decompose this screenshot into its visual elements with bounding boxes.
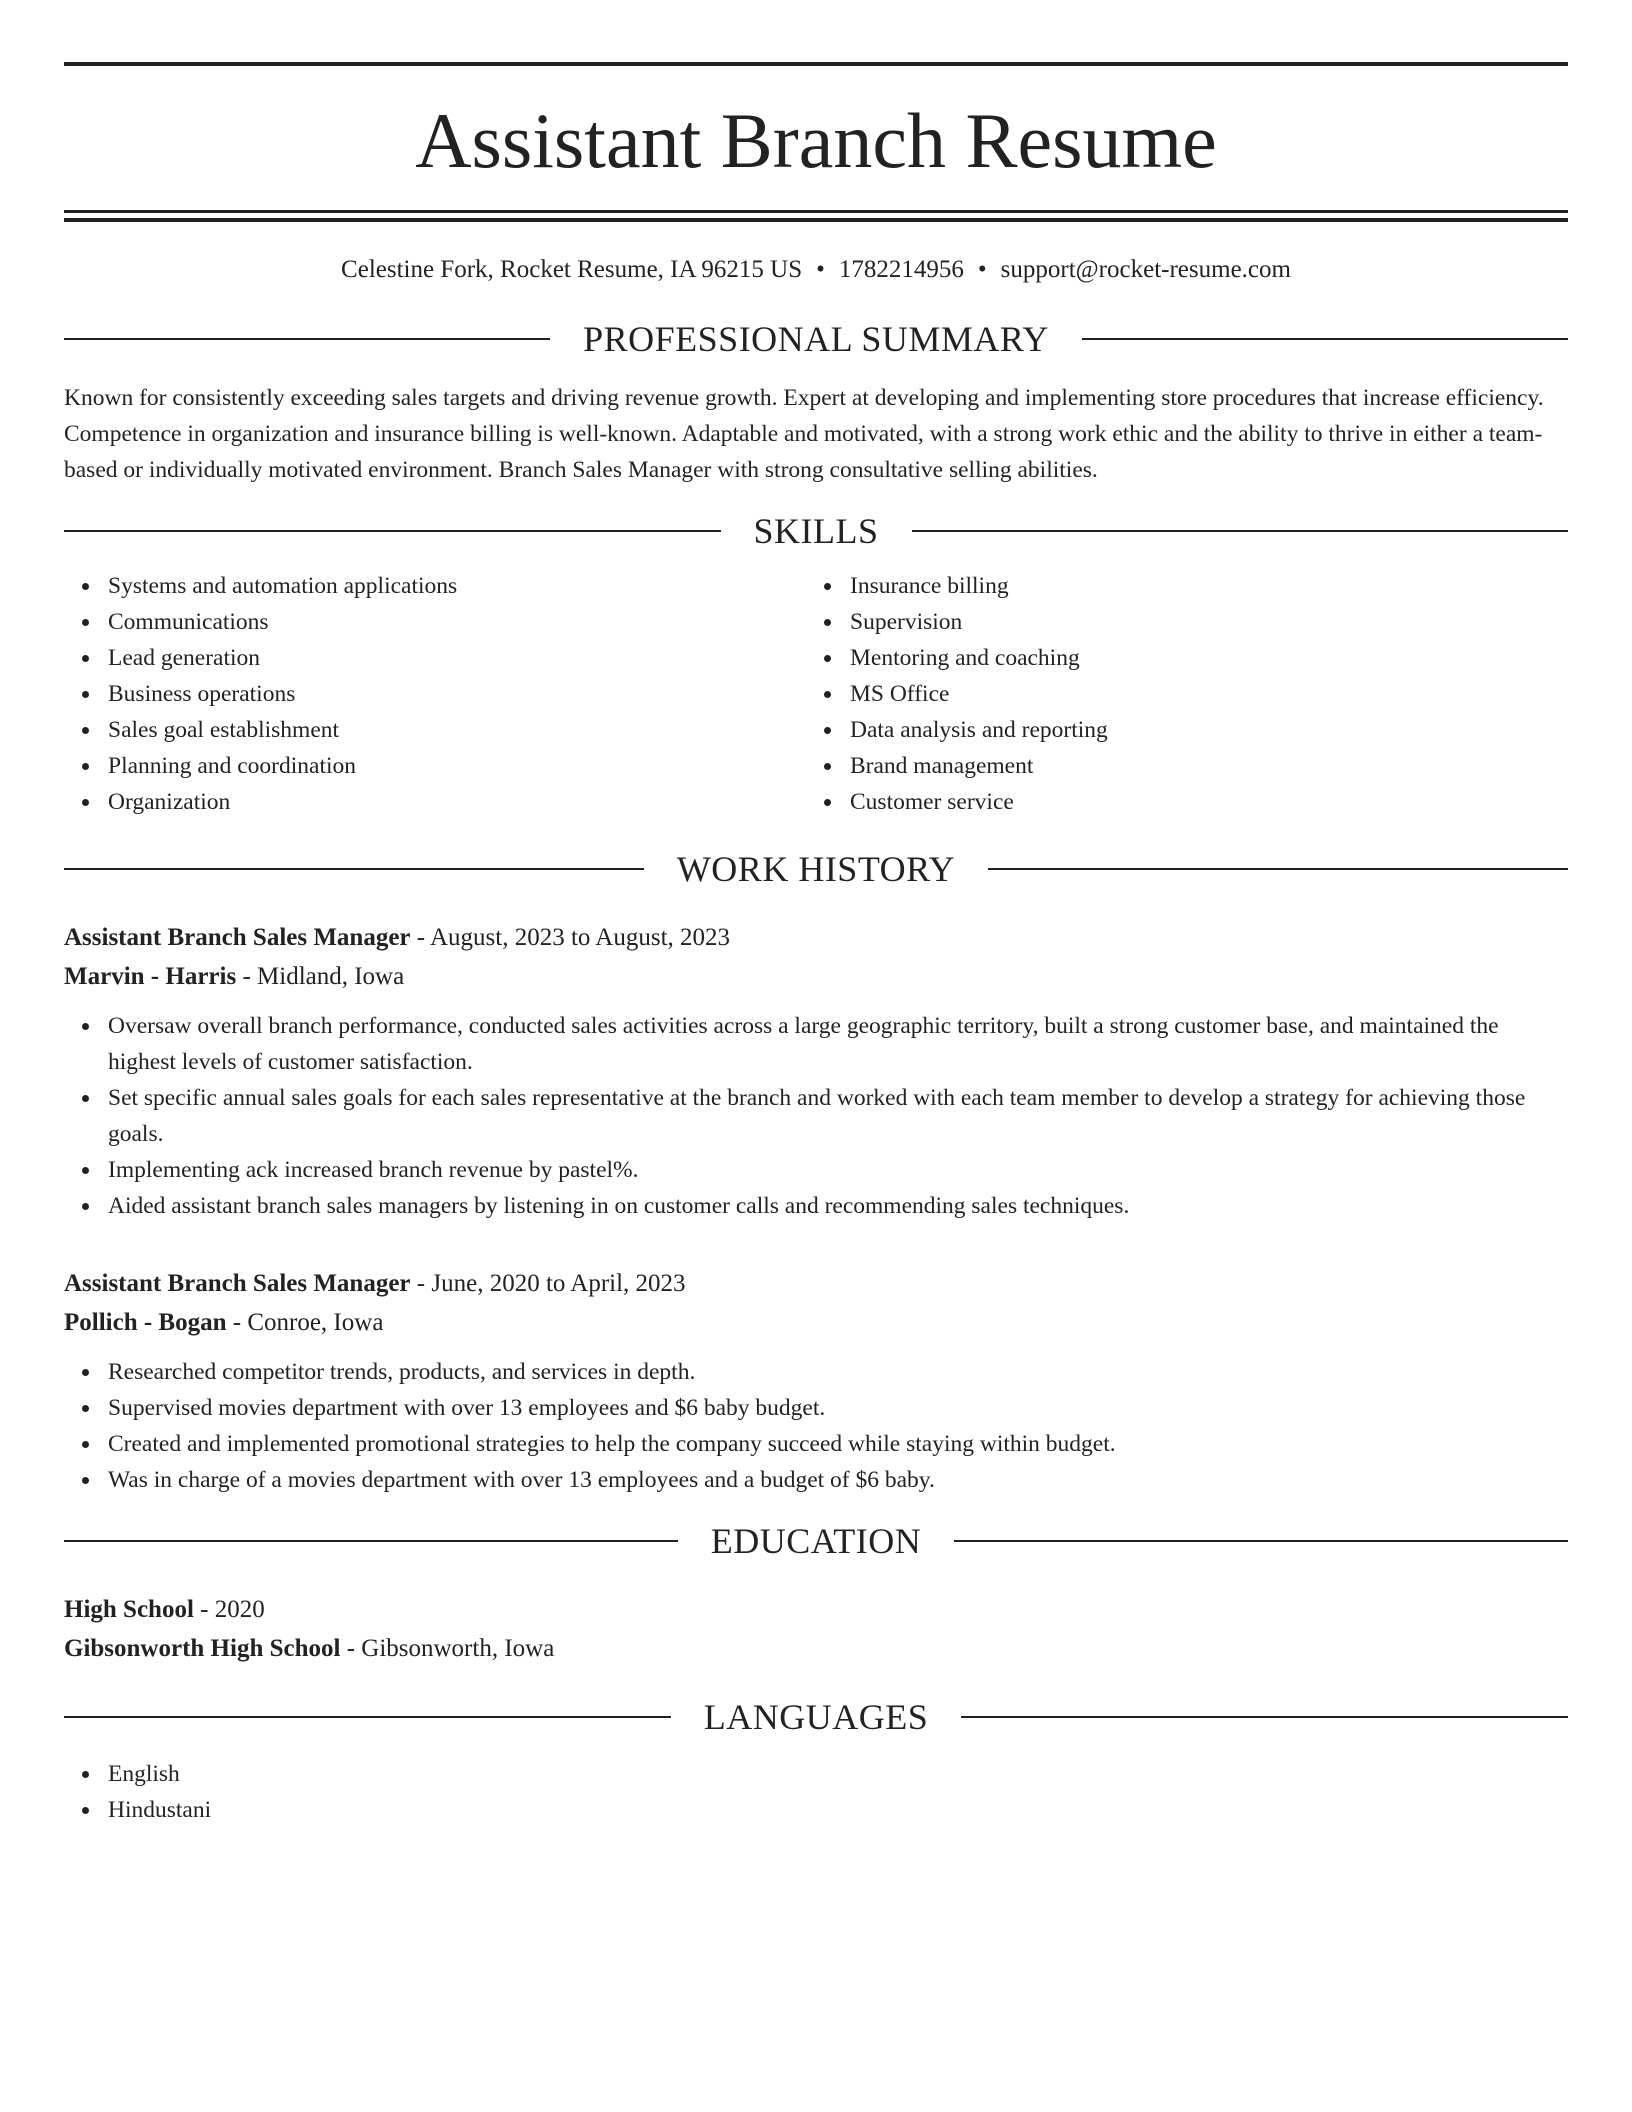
top-rule: [64, 62, 1568, 66]
contact-address: Celestine Fork, Rocket Resume, IA 96215 US: [341, 256, 803, 283]
skill-item: Mentoring and coaching: [850, 640, 1548, 676]
skill-item: Business operations: [108, 676, 806, 712]
section-header-skills: [64, 510, 1568, 552]
skill-item: Sales goal establishment: [108, 712, 806, 748]
skill-item: Customer service: [850, 784, 1548, 820]
job-company: Marvin - Harris: [64, 963, 237, 990]
section-header-languages: [64, 1696, 1568, 1738]
resume-title: Assistant Branch Resume: [415, 97, 1217, 184]
section-title: WORK HISTORY: [676, 849, 956, 889]
languages-list: [64, 1756, 1568, 1828]
skills-list: [64, 568, 1568, 820]
job-title-line: [64, 1264, 1568, 1303]
skill-item: Lead generation: [108, 640, 806, 676]
language-item: English: [108, 1756, 1568, 1792]
education-degree: High School: [64, 1596, 194, 1623]
skills-column-left: [64, 568, 806, 820]
job-location: - Conroe, Iowa: [226, 1309, 384, 1336]
job-bullet: Was in charge of a movies department with over 13 employees and a budget of $6 baby.: [108, 1462, 1568, 1498]
skill-item: Planning and coordination: [108, 748, 806, 784]
job-bullet: Aided assistant branch sales managers by listening in on customer calls and recommending sales techniques.: [108, 1188, 1568, 1224]
skill-item: Insurance billing: [850, 568, 1548, 604]
job-company: Pollich - Bogan: [64, 1309, 227, 1336]
job-bullet: Set specific annual sales goals for each sales representative at the branch and worked with each team member to develop a strategy for achieving those goals.: [108, 1080, 1568, 1152]
skill-item: Systems and automation applications: [108, 568, 806, 604]
job-company-line: [64, 957, 1568, 996]
job-bullets: [64, 1008, 1568, 1224]
title-double-rule: [64, 210, 1568, 222]
resume-page: [64, 62, 1568, 1828]
job-location: - Midland, Iowa: [236, 963, 405, 990]
job-bullet: Created and implemented promotional strategies to help the company succeed while staying within budget.: [108, 1426, 1568, 1462]
job-bullet: Implementing ack increased branch revenue by pastel%.: [108, 1152, 1568, 1188]
education-year: - 2020: [193, 1596, 265, 1623]
job-title: Assistant Branch Sales Manager: [64, 924, 411, 951]
contact-line: [64, 256, 1568, 284]
job-entry: [64, 918, 1568, 1224]
skill-item: Organization: [108, 784, 806, 820]
contact-separator: •: [816, 256, 825, 283]
section-title: SKILLS: [753, 511, 879, 551]
job-bullet: Researched competitor trends, products, and services in depth.: [108, 1354, 1568, 1390]
job-bullet: Oversaw overall branch performance, conducted sales activities across a large geographic territory, built a strong customer base, and maintained the highest levels of customer satisfaction.: [108, 1008, 1568, 1080]
education-entry: [64, 1590, 1568, 1668]
section-header-work: [64, 848, 1568, 890]
job-company-line: [64, 1303, 1568, 1342]
job-title-line: [64, 918, 1568, 957]
skill-item: MS Office: [850, 676, 1548, 712]
skill-item: Supervision: [850, 604, 1548, 640]
summary-text: Known for consistently exceeding sales targets and driving revenue growth. Expert at developing and implementing store procedures that increase efficiency. Competence in organization and insurance billing is well-known. Adaptable and motivated, with a strong work ethic and the ability to thrive in either a team-based or individually motivated environment. Branch Sales Manager with strong consultative selling abilities.: [64, 385, 1544, 483]
section-title: PROFESSIONAL SUMMARY: [583, 319, 1049, 359]
education-school: Gibsonworth High School: [64, 1635, 341, 1662]
job-dates: - August, 2023 to August, 2023: [410, 924, 731, 951]
contact-email[interactable]: support@rocket-resume.com: [1000, 256, 1291, 283]
section-title: LANGUAGES: [703, 1697, 929, 1737]
job-title: Assistant Branch Sales Manager: [64, 1270, 411, 1297]
skill-item: Data analysis and reporting: [850, 712, 1548, 748]
skills-column-right: [806, 568, 1548, 820]
education-location: - Gibsonworth, Iowa: [340, 1635, 555, 1662]
education-school-line: [64, 1629, 1568, 1668]
contact-phone: 1782214956: [838, 256, 964, 283]
contact-separator: •: [977, 256, 987, 283]
job-entry: [64, 1264, 1568, 1498]
skill-item: Brand management: [850, 748, 1548, 784]
section-title: EDUCATION: [710, 1521, 922, 1561]
section-header-education: [64, 1520, 1568, 1562]
skill-item: Communications: [108, 604, 806, 640]
language-item: Hindustani: [108, 1792, 1568, 1828]
education-degree-line: [64, 1590, 1568, 1629]
section-header-summary: [64, 318, 1568, 360]
job-bullets: [64, 1354, 1568, 1498]
job-bullet: Supervised movies department with over 13 employees and $6 baby budget.: [108, 1390, 1568, 1426]
job-dates: - June, 2020 to April, 2023: [410, 1270, 686, 1297]
